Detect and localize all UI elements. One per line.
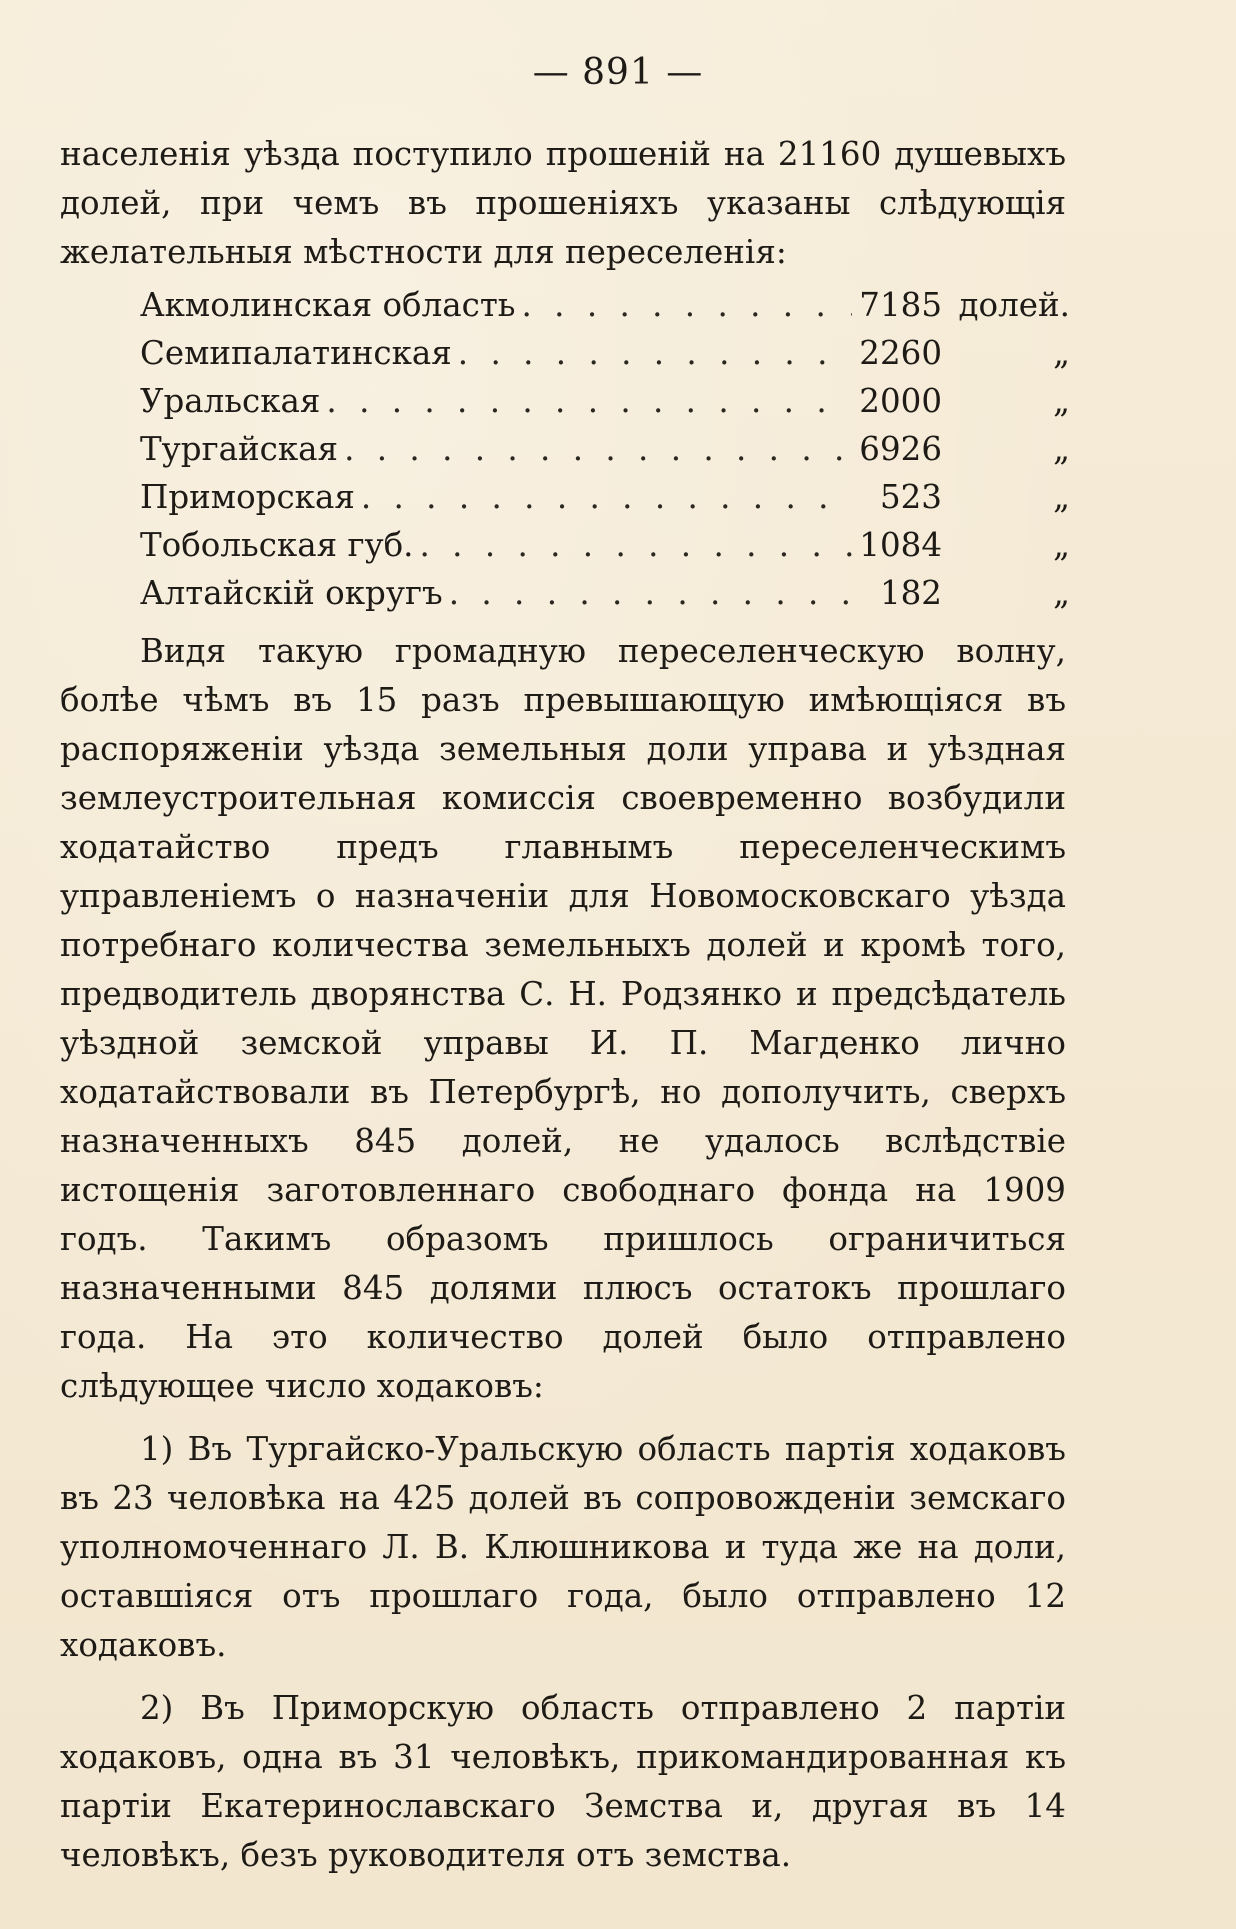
dot-leader — [338, 425, 852, 474]
intro-paragraph: населенія уѣзда поступило прошеній на 21160 душевыхъ долей, при чемъ въ прошеніяхъ указаны слѣдующія желательныя мѣстности для переселенія: — [60, 135, 1066, 271]
paragraph-spacer — [60, 1411, 1066, 1425]
dot-leader — [516, 281, 853, 330]
region-row — [140, 281, 1070, 329]
dot-leader — [414, 521, 853, 570]
region-count: 182 — [879, 574, 942, 612]
region-unit: „ — [1053, 382, 1070, 420]
region-row — [140, 377, 1070, 425]
region-name: Тургайская — [140, 430, 339, 468]
region-count: 6926 — [859, 430, 942, 468]
page-number: — 891 — — [532, 52, 704, 93]
region-count: 2000 — [859, 382, 942, 420]
dot-leader — [443, 569, 852, 618]
regions-list — [140, 281, 1070, 617]
dot-leader — [452, 329, 852, 378]
item-2-paragraph: 2) Въ Приморскую область отправлено 2 партіи ходаковъ, одна въ 31 человѣкъ, прикомандированная къ партіи Екатеринославскаго Земства и, другая въ 14 человѣкъ, безъ руководителя отъ земства. — [60, 1689, 1066, 1874]
region-unit: „ — [1053, 526, 1070, 564]
region-unit: „ — [1053, 430, 1070, 468]
page-body — [60, 130, 1070, 1880]
region-row — [140, 425, 1070, 473]
region-row — [140, 521, 1070, 569]
region-count: 2260 — [859, 334, 942, 372]
region-unit: „ — [1053, 574, 1070, 612]
region-name: Акмолинская область — [140, 286, 516, 324]
region-name: Приморская — [140, 478, 355, 516]
region-count: 1084 — [859, 526, 942, 564]
region-name: Уральская — [140, 382, 321, 420]
region-row — [140, 329, 1070, 377]
region-unit: „ — [1053, 478, 1070, 516]
region-count: 523 — [879, 478, 942, 516]
region-count: 7185 — [859, 286, 942, 324]
paragraph-spacer — [60, 1670, 1066, 1684]
region-name: Тобольская губ. — [140, 526, 414, 564]
region-row — [140, 569, 1070, 617]
dot-leader — [320, 377, 852, 426]
main-paragraph: Видя такую громадную переселенческую волну, болѣе чѣмъ въ 15 разъ превышающую имѣющіяся въ распоряженіи уѣзда земельныя доли управа и уѣздная землеустроительная комиссія своевременно возбудили ходатайство предъ главнымъ переселенческимъ управленіемъ о назначеніи для Новомосковскаго уѣзда потребнаго количества земельныхъ долей и кромѣ того, предводитель дворянства С. Н. Родзянко и предсѣдатель уѣздной земской управы И. П. Магденко лично ходатайствовали въ Петербургѣ, но дополучить, сверхъ назначенныхъ 845 долей, не удалось вслѣдствіе истощенія заготовленнаго свободнаго фонда на 1909 годъ. Такимъ образомъ пришлось ограничиться назначенными 845 долями плюсъ остатокъ прошлаго года. На это количество долей было отправлено слѣдующее число ходаковъ: — [60, 632, 1066, 1405]
dot-leader — [355, 473, 852, 522]
item-1-paragraph: 1) Въ Тургайско-Уральскую область партія ходаковъ въ 23 человѣка на 425 долей въ сопровожденіи земскаго уполномоченнаго Л. В. Клюшникова и туда же на доли, оставшіяся отъ прошлаго года, было отправлено 12 ходаковъ. — [60, 1430, 1066, 1664]
region-unit: долей. — [958, 286, 1070, 324]
region-name: Алтайскій округъ — [140, 574, 443, 612]
region-unit: „ — [1053, 334, 1070, 372]
region-row — [140, 473, 1070, 521]
region-name: Семипалатинская — [140, 334, 452, 372]
